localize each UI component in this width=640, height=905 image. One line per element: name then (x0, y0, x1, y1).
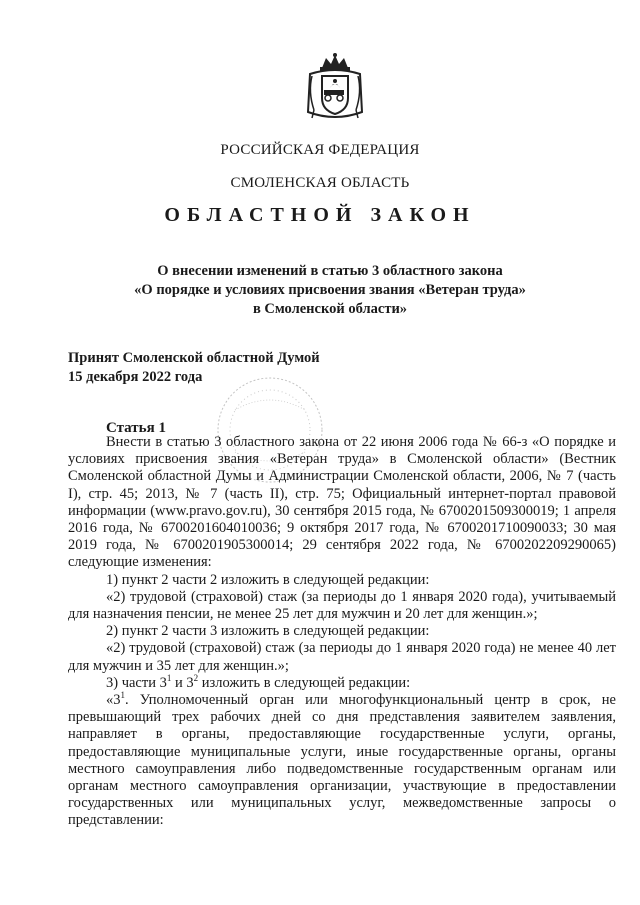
item-3 (68, 675, 616, 692)
item-2: 2) пункт 2 части 3 изложить в следующей редакции: (106, 623, 430, 640)
item-1: 1) пункт 2 части 2 изложить в следующей редакции: (106, 571, 430, 588)
item-3-body: . Уполномоченный орган или многофункциональный центр в срок, не превышающий трех рабочих дней со дня представления заявителем заявления, направляет в органы, предоставляющие государственные услуги, органы, предоставляющие муниципальные услуги, иные государственные органы, органы местного самоуправления либо подведомственные государственным органам или органам местного самоуправления организации, участвующие в предоставлении государственных или муниципальных услуг, межведомственные запросы о представлении: (68, 692, 616, 829)
item-3-text (68, 692, 616, 830)
subject-line-3: в Смоленской области» (252, 301, 408, 317)
item-3-sup-2: 2 (193, 673, 199, 684)
item-3-b: и 3 (171, 674, 194, 691)
subject-line-2: «О порядке и условиях присвоения звания «Ветеран труда» (134, 282, 526, 298)
country-name: РОССИЙСКАЯ ФЕДЕРАЦИЯ (220, 142, 420, 158)
item-3-c: изложить в следующей редакции: (198, 674, 411, 691)
subject-line-1: О внесении изменений в статью 3 областного закона (157, 263, 503, 279)
item-3-a: 3) части 3 (106, 674, 167, 691)
adoption-body: Принят Смоленской областной Думой (68, 350, 320, 366)
law-subject (80, 262, 580, 319)
coat-of-arms-emblem (304, 52, 366, 122)
item-2-text: «2) трудовой (страховой) стаж (за периоды до 1 января 2020 года) не менее 40 лет для мужчин и 35 лет для женщин.»; (68, 640, 616, 674)
article-body (68, 434, 616, 830)
article-heading: Статья 1 (106, 420, 166, 436)
item-1-text: «2) трудовой (страховой) стаж (за периоды до 1 января 2020 года), учитываемый для назначения пенсии, не менее 25 лет для мужчин и 20 лет для женщин.»; (68, 588, 616, 623)
adoption-date: 15 декабря 2022 года (68, 369, 203, 385)
article-intro: Внести в статью 3 областного закона от 22 июня 2006 года № 66-з «О порядке и условиях присвоения звания «Ветеран труда» в Смоленской области» (Вестник Смоленской областной Думы и Администрации Смоленской области, 2006, № 7 (часть I), стр. 45; 2013, № 7 (часть II), стр. 75; Официальный интернет-портал правовой информации (www.pravo.gov.ru), 30 сентября 2015 года, № 6700201509300019; 1 апреля 2016 года, № 6700201604010036; 9 октября 2017 года, № 6700201710090033; 30 мая 2019 года, № 6700201905300014; 29 сентября 2022 года, № 6700202209290065) следующие изменения: (68, 434, 616, 571)
region-name: СМОЛЕНСКАЯ ОБЛАСТЬ (230, 175, 410, 191)
item-3-sup-1: 1 (166, 673, 172, 684)
item-3-quote-a: «3 (106, 692, 121, 709)
item-3-quote-sup: 1 (120, 690, 125, 701)
document-type-title: ОБЛАСТНОЙ ЗАКОН (164, 204, 476, 226)
